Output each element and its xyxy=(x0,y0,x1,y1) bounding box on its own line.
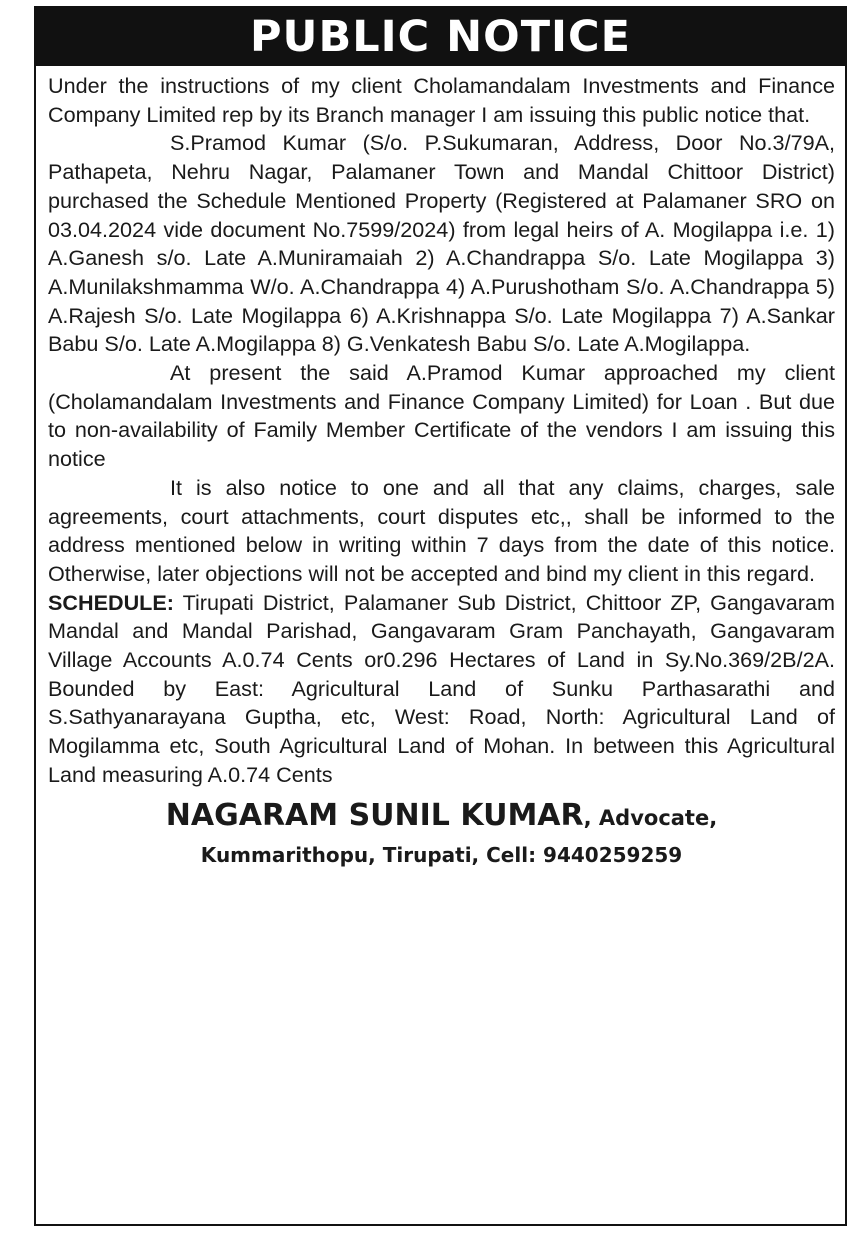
advocate-address: Kummarithopu, Tirupati, Cell: 9440259259 xyxy=(200,842,683,867)
intro-paragraph: Under the instructions of my client Cholamandalam Investments and Finance Company Limited rep by its Branch manager I am issuing this public notice that. xyxy=(48,73,835,127)
loan-paragraph: At present the said A.Pramod Kumar approached my client (Cholamandalam Investments and Finance Company Limited) for Loan . But due to non-availability of Family Member Certificate of the vendors I am issuing this notice xyxy=(48,360,835,472)
public-notice xyxy=(34,6,847,1226)
signature-block xyxy=(48,796,835,872)
signature-line xyxy=(48,796,835,838)
advocate-name: NAGARAM SUNIL KUMAR xyxy=(165,797,584,833)
purchase-paragraph: S.Pramod Kumar (S/o. P.Sukumaran, Address, Door No.3/79A, Pathapeta, Nehru Nagar, Palamaner Town and Mandal Chittoor District) purchased the Schedule Mentioned Property (Registered at Palamaner SRO on 03.04.2024 vide document No.7599/2024) from legal heirs of A. Mogilappa i.e. 1) A.Ganesh s/o. Late A.Muniramaiah 2) A.Chandrappa S/o. Late Mogilappa 3) A.Munilakshmamma W/o. A.Chandrappa 4) A.Purushotham S/o. A.Chandrappa 5) A.Rajesh S/o. Late Mogilappa 6) A.Krishnappa S/o. Late Mogilappa 7) A.Sankar Babu S/o. Late A.Mogilappa 8) G.Venkatesh Babu S/o. Late A.Mogilappa. xyxy=(48,130,835,357)
schedule-label: SCHEDULE: xyxy=(48,589,174,615)
notice-body xyxy=(36,66,845,872)
schedule-text: Tirupati District, Palamaner Sub District, Chittoor ZP, Gangavaram Mandal and Mandal Parishad, Gangavaram Gram Panchayath, Gangavaram Village Accounts A.0.74 Cents or0.296 Hectares of Land in Sy.No.369/2B/2A. Bounded by East: Agricultural Land of Sunku Parthasarathi and S.Sathyanarayana Guptha, etc, West: Road, North: Agricultural Land of Mogilamma etc, South Agricultural Land of Mohan. In between this Agricultural Land measuring A.0.74 Cents xyxy=(48,589,835,787)
notice-title: PUBLIC NOTICE xyxy=(36,8,845,66)
schedule-paragraph xyxy=(48,589,835,790)
claims-paragraph: It is also notice to one and all that any claims, charges, sale agreements, court attachments, court disputes etc,, shall be informed to the address mentioned below in writing within 7 days from the date of this notice. Otherwise, later objections will not be accepted and bind my client in this regard. xyxy=(48,474,835,586)
advocate-role: , Advocate, xyxy=(583,805,718,830)
